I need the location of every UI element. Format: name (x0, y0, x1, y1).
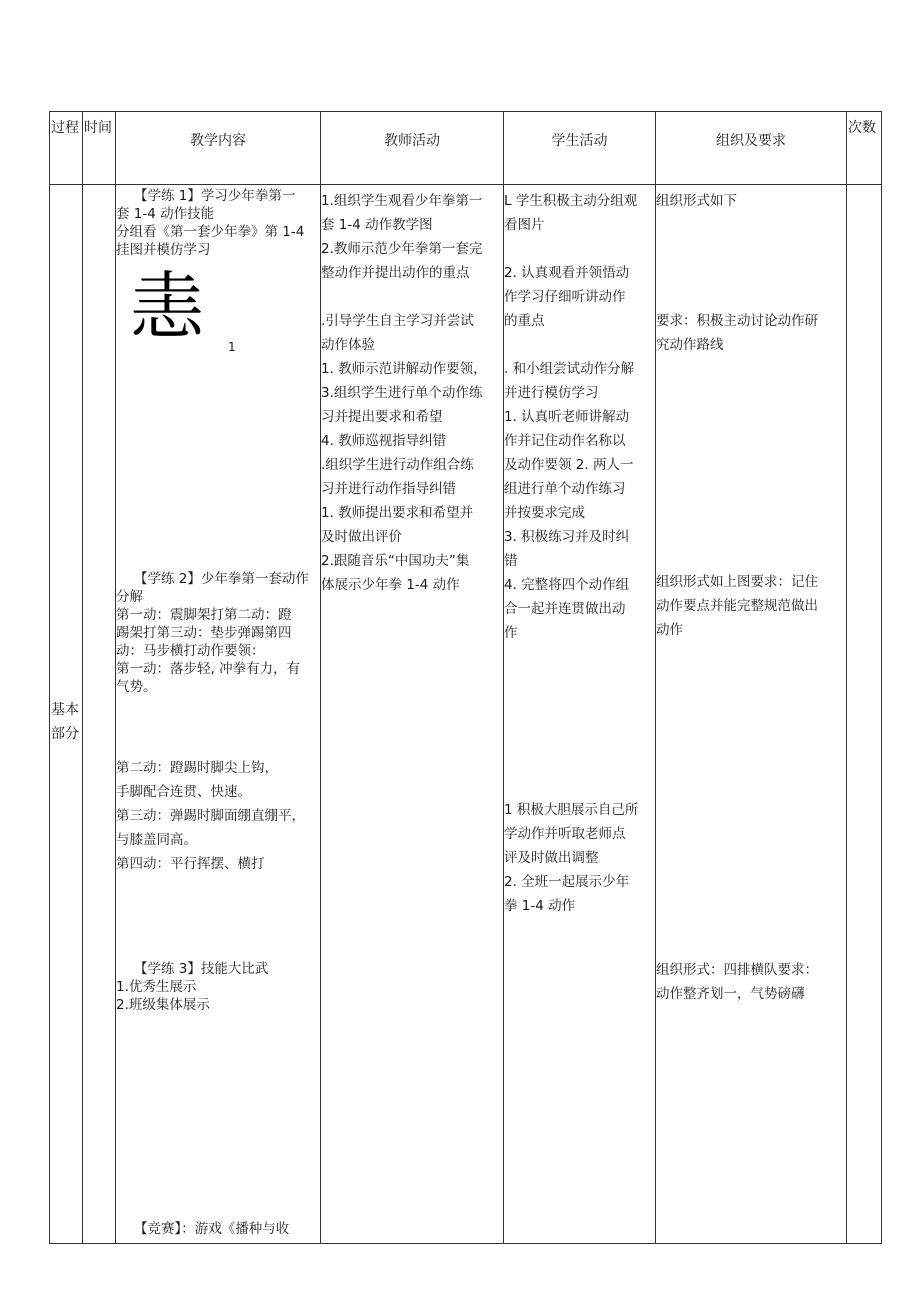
header-student: 学生活动 (504, 112, 656, 185)
header-row (50, 112, 882, 185)
teacher-activities: 1.组织学生观看少年拳第一 套 1-4 动作教学图 2.教师示范少年拳第一套完 整动作并提出动作的重点 .引导学生自主学习并尝试 动作体验 1. 教师示范讲解动作要领， 3.组织学生进行单个动作练 习并提出要求和希望 4. 教师巡视指导纠错 .组织学生进行动作组合练 习并进行动作指导纠错 1. 教师提出要求和希望并 及时做出评价 2.跟随音乐“中国功夫”集 体展示少年拳 1-4 动作 (321, 193, 487, 593)
section-label: 基本 部分 (51, 702, 79, 742)
organization-cell (656, 185, 847, 1244)
time-cell (83, 185, 116, 1244)
count-cell (847, 185, 882, 1244)
content-cell (116, 185, 321, 1244)
section-cell (50, 185, 83, 1244)
student-cell (504, 185, 656, 1244)
header-content: 教学内容 (116, 112, 321, 185)
org-form-3: 组织形式：四排横队要求： 动作整齐划一，气势磅礴 (656, 962, 818, 1002)
student-activities: L 学生积极主动分组观 看图片 2. 认真观看并领悟动 作学习仔细听讲动作 的重点 . 和小组尝试动作分解 并进行模仿学习 1. 认真听老师讲解动 作并记住动作名称以 及动作要领 2. 两人一 组进行单个动作练习 并按要求完成 3. 积极练习并及时纠 错 4. 完整将四个动作组 合一起并连贯做出动 作 (504, 193, 638, 641)
org-form-1: 组织形式如下 (656, 193, 737, 209)
org-form-2: 组织形式如上图要求：记住 动作要点并能完整规范做出 动作 (656, 574, 818, 638)
header-time: 时间 (83, 112, 116, 185)
drill3-block: 【学练 3】技能大比武 1.优秀生展示 2.班级集体展示 (116, 961, 269, 1013)
drill2-block: 【学练 2】少年拳第一套动作 分解 第一动：震脚架打第二动：蹬 踢架打第三动：垫步弹踢第四 动：马步横打动作要领： 第一动：落步轻, 冲拳有力，有 气势。 (116, 571, 309, 695)
header-process: 过程 (50, 112, 83, 185)
org-req-1: 要求：积极主动讨论动作研 究动作路线 (656, 313, 818, 353)
header-organization: 组织及要求 (656, 112, 847, 185)
contest-title: 【竞赛】：游戏《播种与收 (134, 1221, 290, 1237)
teacher-cell (321, 185, 504, 1244)
student-show: 1 积极大胆展示自己所 学动作并听取老师点 评及时做出调整 2. 全班一起展示少年 拳 1-4 动作 (504, 802, 639, 914)
body-row (50, 185, 882, 1244)
header-count: 次数 (847, 112, 882, 185)
lesson-plan-table (49, 111, 882, 1244)
drill2-points: 第二动：蹬踢时脚尖上钩， 手脚配合连贯、快速。 第三动：弹踢时脚面绷直绷平， 与膝盖同高。 第四动：平行挥摆、横打 (116, 760, 305, 872)
figure-glyph: 恚 (130, 264, 204, 350)
header-teacher: 教师活动 (321, 112, 504, 185)
drill1-block: 【学练 1】学习少年拳第一 套 1-4 动作技能 分组看《第一套少年拳》第 1-4 挂图并模仿学习 (116, 188, 305, 258)
figure-number: 1 (228, 340, 236, 354)
